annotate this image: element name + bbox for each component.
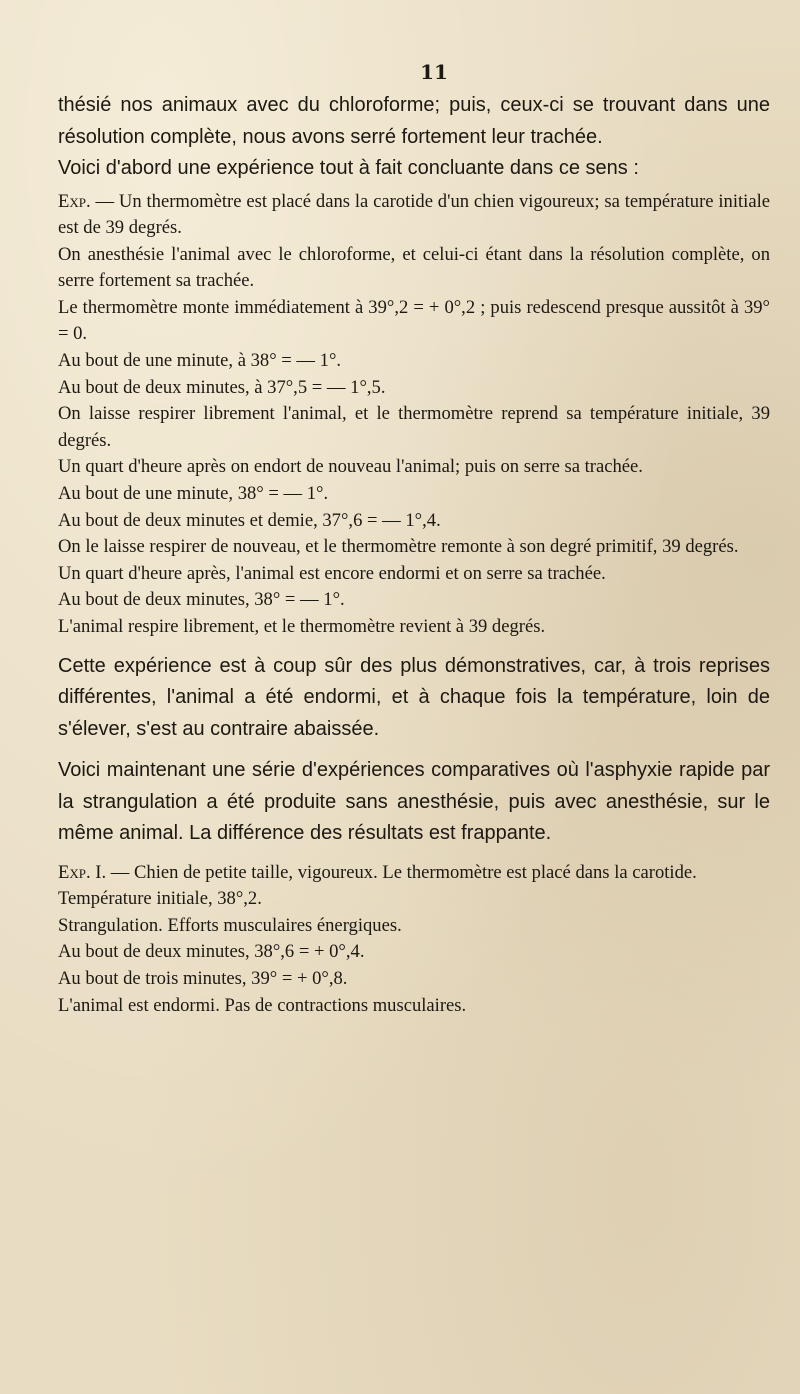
experience-line: On laisse respirer librement l'animal, et le thermomètre reprend sa température initiale, 39 degrés. [58,403,770,451]
experience-block-2 [58,860,770,1020]
experience-1-opening [58,189,770,242]
experience-line: On anesthésie l'animal avec le chloroforme, et celui-ci étant dans la résolution complète, on serre fortement sa trachée. [58,243,770,292]
experience-line: Au bout de deux minutes, à 37°,5 = — 1°,5. [58,376,386,398]
experience-line: L'animal respire librement, et le thermomètre revient à 39 degrés. [58,616,546,637]
experience-line: — Chien de petite taille, vigoureux. Le thermomètre est placé dans la carotide. [110,861,697,883]
page-number: 11 [420,60,448,84]
experience-line: Au bout de deux minutes, 38°,6 = + 0°,4. [58,941,365,963]
paragraph-continuation: thésié nos animaux avec du chloroforme; puis, ceux-ci se trouvant dans une résolution complète, nous avons serré fortement leur trachée. [58,94,770,148]
experience-line: Au bout de deux minutes, 38° = — 1°. [58,589,345,611]
paragraph-comparative-series: Voici maintenant une série d'expériences comparatives où l'asphyxie rapide par la strangulation a été produite sans anesthésie, puis avec anesthésie, sur le même animal. La différence des résultats est frappante. [58,759,770,845]
experience-line: Au bout de une minute, à 38° = — 1°. [58,350,342,372]
experience-line: Un quart d'heure après on endort de nouveau l'animal; puis on serre sa trachée. [58,456,643,478]
experience-block-1 [58,189,770,641]
experience-line: Un quart d'heure après, l'animal est encore endormi et on serre sa trachée. [58,562,606,584]
document-page [58,60,770,1019]
experience-line: Le thermomètre monte immédiatement à 39°,2 = + 0°,2 ; puis redescend presque aussitôt à 39° = 0. [58,296,770,345]
experience-line: — Un thermomètre est placé dans la carotide d'un chien vigoureux; sa température initiale est de 39 degrés. [58,190,771,239]
experience-line: L'animal est endormi. Pas de contractions musculaires. [58,994,467,1016]
experience-line: On le laisse respirer de nouveau, et le thermomètre remonte à son degré primitif, 39 degrés. [58,536,739,558]
experience-line: Au bout de une minute, 38° = — 1°. [58,483,329,505]
experience-line: Strangulation. Efforts musculaires énergiques. [58,914,402,936]
paragraph-intro: Voici d'abord une expérience tout à fait concluante dans ce sens : [58,157,639,179]
experience-label: Exp. I. [58,861,107,883]
paragraph-conclusion: Cette expérience est à coup sûr des plus démonstratives, car, à trois reprises différentes, l'animal a été endormi, et à chaque fois la température, loin de s'élever, s'est au contraire abaissée. [58,654,770,740]
experience-line: Au bout de deux minutes et demie, 37°,6 = — 1°,4. [58,509,441,531]
experience-line: Au bout de trois minutes, 39° = + 0°,8. [58,967,348,989]
experience-line: Température initiale, 38°,2. [58,888,262,910]
experience-2-opening [58,860,770,887]
experience-label: Exp. [58,190,91,212]
